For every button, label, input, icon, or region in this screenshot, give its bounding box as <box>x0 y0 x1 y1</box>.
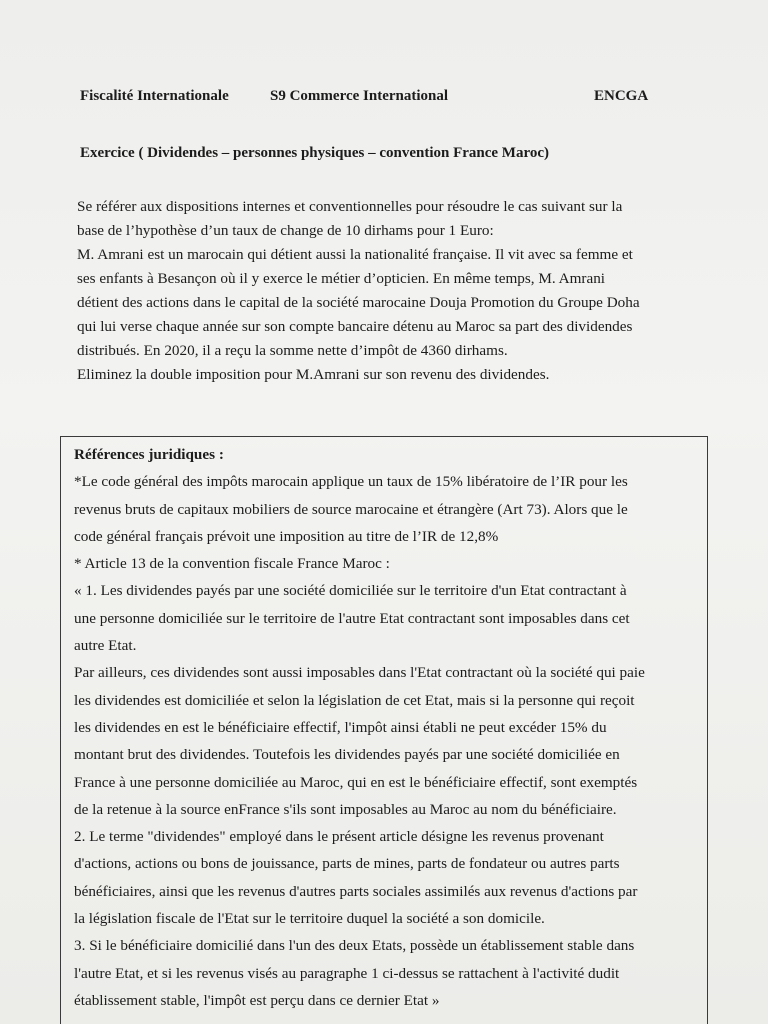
reference-line: la législation fiscale de l'Etat sur le territoire duquel la société a son domicile. <box>74 910 545 928</box>
reference-line: une personne domiciliée sur le territoire de l'autre Etat contractant sont imposables dans cet <box>74 609 630 627</box>
legal-references-title: Références juridiques : <box>74 446 224 463</box>
reference-line: * Article 13 de la convention fiscale France Maroc : <box>74 555 390 573</box>
legal-references-content <box>74 441 704 1014</box>
program-title: S9 Commerce International <box>270 88 449 104</box>
reference-line: établissement stable, l'impôt est perçu dans ce dernier Etat » <box>74 991 440 1009</box>
reference-line: 2. Le terme "dividendes" employé dans le présent article désigne les revenus provenant <box>74 828 604 846</box>
legal-references-box <box>60 436 708 1024</box>
school-name: ENCGA <box>594 88 649 104</box>
course-title: Fiscalité Internationale <box>80 88 229 104</box>
reference-line: d'actions, actions ou bons de jouissance, parts de mines, parts de fondateur ou autres parts <box>74 855 620 873</box>
statement-line: M. Amrani est un marocain qui détient aussi la nationalité française. Il vit avec sa femme et <box>77 246 633 263</box>
reference-line: les dividendes est domiciliée et selon la législation de cet Etat, mais si la personne qui reçoit <box>74 691 635 709</box>
reference-line: montant brut des dividendes. Toutefois les dividendes payés par une société domiciliée en <box>74 746 620 764</box>
reference-line: bénéficiaires, ainsi que les revenus d'autres parts sociales assimilés aux revenus d'actions par <box>74 882 638 900</box>
statement-line: distribués. En 2020, il a reçu la somme nette d’impôt de 4360 dirhams. <box>77 342 508 359</box>
reference-line: *Le code général des impôts marocain applique un taux de 15% libératoire de l’IR pour les <box>74 473 628 491</box>
statement-line: base de l’hypothèse d’un taux de change de 10 dirhams pour 1 Euro: <box>77 222 494 239</box>
statement-line: Eliminez la double imposition pour M.Amrani sur son revenu des dividendes. <box>77 366 550 383</box>
reference-line: de la retenue à la source enFrance s'ils sont imposables au Maroc au nom du bénéficiaire. <box>74 800 617 818</box>
statement-line: ses enfants à Besançon où il y exerce le métier d’opticien. En même temps, M. Amrani <box>77 270 606 287</box>
statement-line: Se référer aux dispositions internes et conventionnelles pour résoudre le cas suivant sur la <box>77 198 623 215</box>
reference-line: autre Etat. <box>74 637 137 655</box>
reference-line: code général français prévoit une imposition au titre de l’IR de 12,8% <box>74 527 499 545</box>
reference-line: revenus bruts de capitaux mobiliers de source marocaine et étrangère (Art 73). Alors que le <box>74 500 628 518</box>
statement-line: détient des actions dans le capital de la société marocaine Douja Promotion du Groupe Doha <box>77 294 640 311</box>
exercise-title: Exercice ( Dividendes – personnes physiques – convention France Maroc) <box>80 145 550 161</box>
page-header <box>80 88 660 108</box>
reference-line: 3. Si le bénéficiaire domicilié dans l'un des deux Etats, possède un établissement stable dans <box>74 937 635 955</box>
reference-line: les dividendes en est le bénéficiaire effectif, l'impôt ainsi établi ne peut excéder 15% du <box>74 718 607 736</box>
reference-line: Par ailleurs, ces dividendes sont aussi imposables dans l'Etat contractant où la société qui paie <box>74 664 645 682</box>
reference-line: « 1. Les dividendes payés par une société domiciliée sur le territoire d'un Etat contractant à <box>74 582 627 600</box>
statement-line: qui lui verse chaque année sur son compte bancaire détenu au Maroc sa part des dividendes <box>77 318 633 335</box>
reference-line: France à une personne domiciliée au Maroc, qui en est le bénéficiaire effectif, sont exemptés <box>74 773 638 791</box>
exercise-statement <box>77 195 692 387</box>
reference-line: l'autre Etat, et si les revenus visés au paragraphe 1 ci-dessus se rattachent à l'activité dudit <box>74 964 620 982</box>
